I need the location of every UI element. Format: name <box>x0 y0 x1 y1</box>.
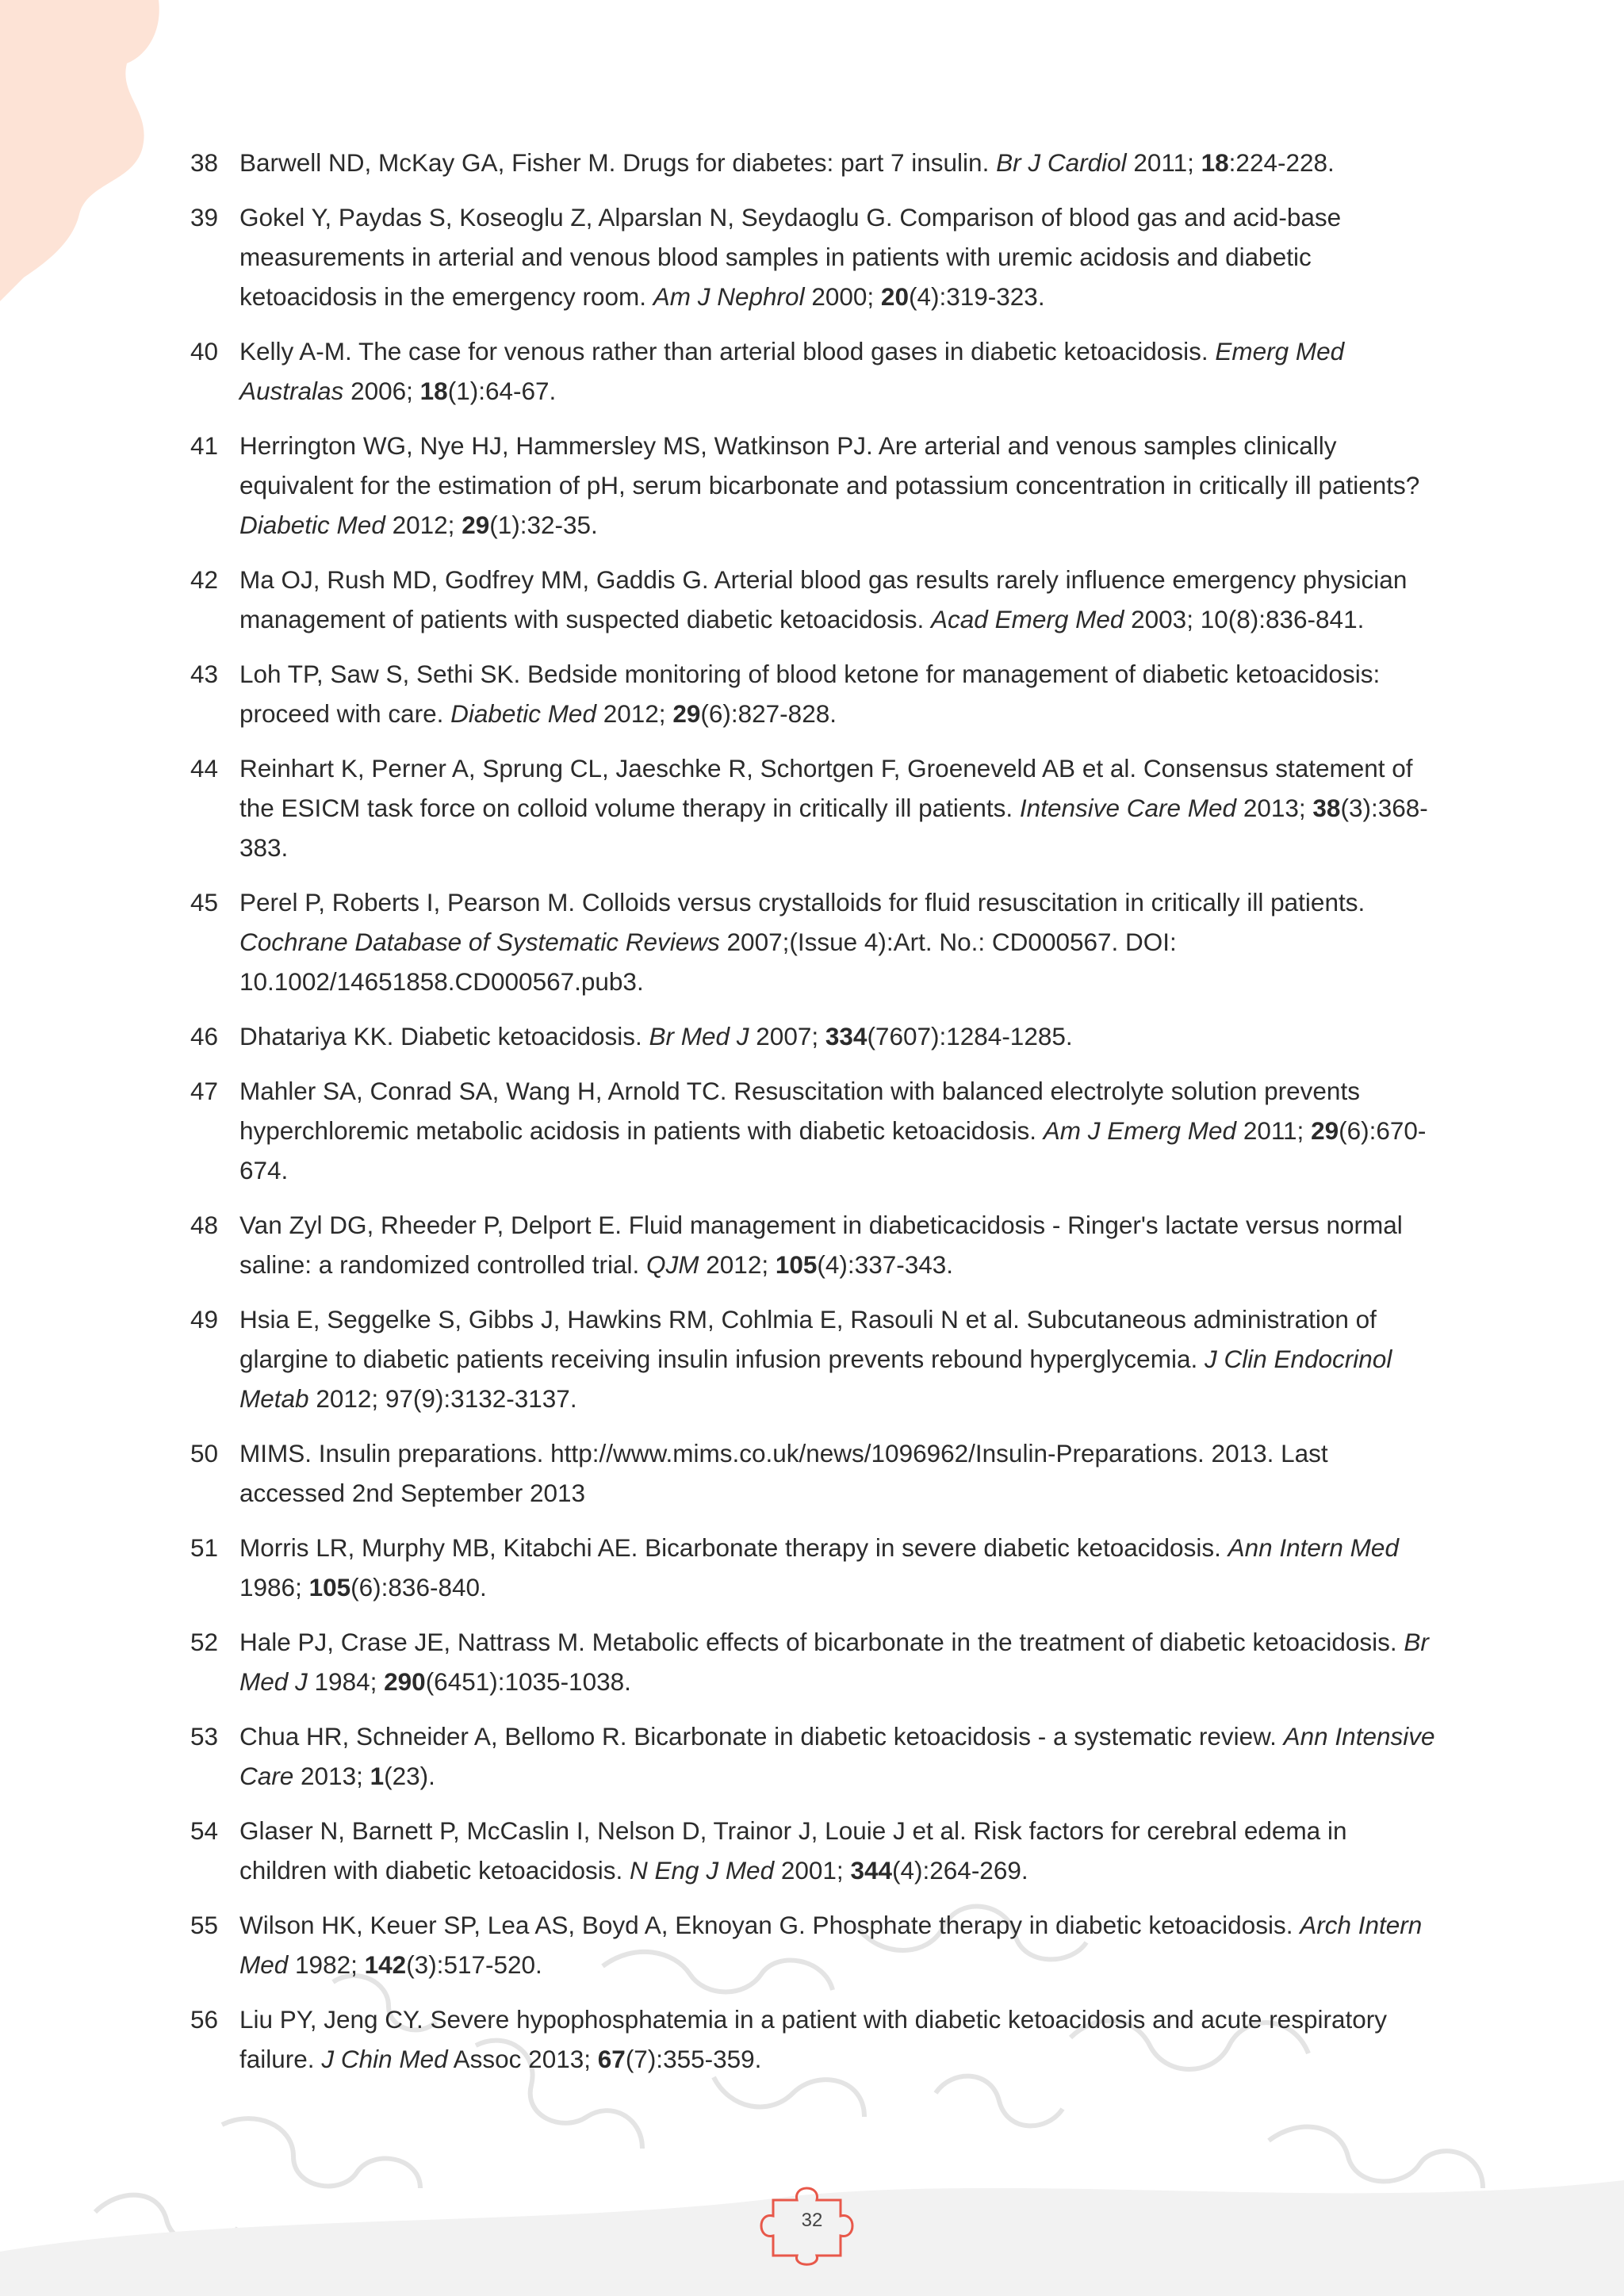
volume-number: 29 <box>462 511 490 539</box>
reference-text <box>239 426 1435 545</box>
volume-number: 29 <box>1311 1116 1339 1145</box>
reference-text <box>239 1071 1435 1190</box>
journal-name: Emerg Med Australas <box>239 337 1345 405</box>
citation-text: 2001; <box>774 1856 851 1885</box>
reference-item <box>190 1016 1435 1056</box>
reference-item <box>190 1622 1435 1701</box>
volume-number: 20 <box>880 282 909 311</box>
reference-number: 47 <box>190 1077 219 1105</box>
journal-name: Ann Intensive Care <box>239 1722 1435 1790</box>
citation-text: :224-228. <box>1228 148 1335 177</box>
journal-name: J Clin Endocrinol Metab <box>239 1345 1392 1413</box>
citation-text: 2013; <box>293 1762 370 1790</box>
citation-text: 2007; <box>749 1022 825 1050</box>
reference-item <box>190 1905 1435 1984</box>
reference-item <box>190 1071 1435 1190</box>
reference-item <box>190 654 1435 733</box>
reference-text <box>239 331 1435 411</box>
citation-text: 1986; <box>239 1573 309 1601</box>
citation-text: Liu PY, Jeng CY. Severe hypophosphatemia in a patient with diabetic ketoacidosis and acute respiratory failure. <box>239 2005 1387 2073</box>
citation-text: 2012; <box>596 699 673 728</box>
citation-text: (1):32-35. <box>489 511 598 539</box>
citation-text: (7):355-359. <box>625 2045 762 2073</box>
citation-text: Hsia E, Seggelke S, Gibbs J, Hawkins RM, Cohlmia E, Rasouli N et al. Subcutaneous administration of glargine to diabetic patients receiving insulin infusion prevents rebound hyperglycemia. <box>239 1305 1377 1373</box>
reference-number: 49 <box>190 1305 219 1334</box>
reference-text <box>239 1716 1435 1796</box>
citation-text: 2012; <box>385 511 462 539</box>
volume-number: 344 <box>850 1856 893 1885</box>
reference-number: 51 <box>190 1533 219 1562</box>
journal-name: N Eng J Med <box>630 1856 775 1885</box>
citation-text: (23). <box>384 1762 435 1790</box>
citation-text: 2012; 97(9):3132-3137. <box>308 1384 577 1413</box>
citation-text: Van Zyl DG, Rheeder P, Delport E. Fluid management in diabeticacidosis - Ringer's lactate versus normal saline: a randomized controlled trial. <box>239 1211 1403 1279</box>
volume-number: 67 <box>597 2045 626 2073</box>
citation-text: Herrington WG, Nye HJ, Hammersley MS, Watkinson PJ. Are arterial and venous samples clinically equivalent for the estimation of pH, serum bicarbonate and potassium concentration in critically ill patients? <box>239 431 1420 499</box>
citation-text: (6):670-674. <box>239 1116 1427 1184</box>
citation-text: Wilson HK, Keuer SP, Lea AS, Boyd A, Eknoyan G. Phosphate therapy in diabetic ketoacidosis. <box>239 1911 1300 1939</box>
citation-text: MIMS. Insulin preparations. http://www.mims.co.uk/news/1096962/Insulin-Preparations. 2013. Last accessed 2nd September 2013 <box>239 1439 1328 1507</box>
reference-item <box>190 1811 1435 1890</box>
reference-text <box>239 654 1435 733</box>
reference-text <box>239 197 1435 316</box>
volume-number: 334 <box>825 1022 868 1050</box>
citation-text: (1):64-67. <box>447 377 557 405</box>
volume-number: 18 <box>419 377 448 405</box>
citation-text: (4):337-343. <box>817 1250 954 1279</box>
journal-name: Arch Intern Med <box>239 1911 1423 1979</box>
journal-name: Br Med J <box>239 1628 1429 1696</box>
volume-number: 29 <box>672 699 701 728</box>
reference-number: 52 <box>190 1628 219 1656</box>
reference-number: 50 <box>190 1439 219 1468</box>
reference-number: 46 <box>190 1022 219 1050</box>
volume-number: 1 <box>370 1762 385 1790</box>
journal-name: Diabetic Med <box>239 511 385 539</box>
reference-item <box>190 1433 1435 1513</box>
reference-item <box>190 197 1435 316</box>
reference-text <box>239 1528 1435 1607</box>
citation-text: (6):827-828. <box>700 699 837 728</box>
citation-text: Gokel Y, Paydas S, Koseoglu Z, Alparslan N, Seydaoglu G. Comparison of blood gas and acid-base measurements in arterial and venous blood samples in patients with uremic acidosis and diabetic ketoacidosis in the emergency room. <box>239 203 1342 311</box>
citation-text: Reinhart K, Perner A, Sprung CL, Jaeschke R, Schortgen F, Groeneveld AB et al. Consensus statement of the ESICM task force on colloid volume therapy in critically ill patients. <box>239 754 1413 822</box>
journal-name: Intensive Care Med <box>1019 794 1237 822</box>
citation-text: Assoc 2013; <box>447 2045 598 2073</box>
reference-number: 39 <box>190 203 219 232</box>
journal-name: Acad Emerg Med <box>931 605 1124 633</box>
citation-text: 2007;(Issue 4):Art. No.: CD000567. DOI: 10.1002/14651858.CD000567.pub3. <box>239 928 1177 996</box>
reference-text <box>239 748 1435 867</box>
reference-item <box>190 1528 1435 1607</box>
reference-number: 38 <box>190 148 219 177</box>
journal-name: Br J Cardiol <box>996 148 1127 177</box>
citation-text: Kelly A-M. The case for venous rather than arterial blood gases in diabetic ketoacidosis. <box>239 337 1216 365</box>
reference-number: 41 <box>190 431 219 460</box>
journal-name: Cochrane Database of Systematic Reviews <box>239 928 720 956</box>
citation-text: Morris LR, Murphy MB, Kitabchi AE. Bicarbonate therapy in severe diabetic ketoacidosis. <box>239 1533 1228 1562</box>
reference-text <box>239 1433 1435 1513</box>
reference-item <box>190 1999 1435 2079</box>
reference-item <box>190 748 1435 867</box>
citation-text: (4):319-323. <box>908 282 1045 311</box>
citation-text: 2000; <box>804 282 881 311</box>
volume-number: 105 <box>775 1250 818 1279</box>
citation-text: (6):836-840. <box>350 1573 487 1601</box>
reference-text <box>239 560 1435 639</box>
citation-text: Hale PJ, Crase JE, Nattrass M. Metabolic effects of bicarbonate in the treatment of diabetic ketoacidosis. <box>239 1628 1404 1656</box>
reference-number: 40 <box>190 337 219 365</box>
reference-number: 54 <box>190 1816 219 1845</box>
volume-number: 290 <box>384 1667 426 1696</box>
reference-text <box>239 143 1435 182</box>
citation-text: 2013; <box>1236 794 1313 822</box>
citation-text: (7607):1284-1285. <box>867 1022 1073 1050</box>
citation-text: 1982; <box>288 1950 365 1979</box>
reference-text <box>239 1016 1435 1056</box>
reference-item <box>190 882 1435 1001</box>
reference-number: 56 <box>190 2005 219 2034</box>
volume-number: 105 <box>308 1573 351 1601</box>
journal-name: J Chin Med <box>321 2045 448 2073</box>
citation-text: 2006; <box>343 377 420 405</box>
citation-text: Glaser N, Barnett P, McCaslin I, Nelson D, Trainor J, Louie J et al. Risk factors for cerebral edema in children with diabetic ketoacidosis. <box>239 1816 1347 1885</box>
citation-text: 2011; <box>1236 1116 1312 1145</box>
citation-text: Barwell ND, McKay GA, Fisher M. Drugs for diabetes: part 7 insulin. <box>239 148 997 177</box>
reference-number: 42 <box>190 565 219 594</box>
journal-name: QJM <box>646 1250 699 1279</box>
reference-text <box>239 1999 1435 2079</box>
reference-item <box>190 143 1435 182</box>
journal-name: Am J Emerg Med <box>1043 1116 1237 1145</box>
citation-text: Chua HR, Schneider A, Bellomo R. Bicarbonate in diabetic ketoacidosis - a systematic review. <box>239 1722 1284 1751</box>
reference-text <box>239 1205 1435 1284</box>
volume-number: 18 <box>1201 148 1229 177</box>
reference-text <box>239 1622 1435 1701</box>
citation-text: 2011; <box>1126 148 1201 177</box>
reference-list <box>190 143 1435 2094</box>
journal-name: Ann Intern Med <box>1228 1533 1399 1562</box>
reference-item <box>190 560 1435 639</box>
citation-text: Loh TP, Saw S, Sethi SK. Bedside monitoring of blood ketone for management of diabetic ketoacidosis: proceed with care. <box>239 660 1381 728</box>
reference-number: 55 <box>190 1911 219 1939</box>
reference-item <box>190 1299 1435 1418</box>
journal-name: Br Med J <box>649 1022 749 1050</box>
citation-text: Perel P, Roberts I, Pearson M. Colloids versus crystalloids for fluid resuscitation in critically ill patients. <box>239 888 1365 916</box>
reference-text <box>239 1905 1435 1984</box>
reference-number: 43 <box>190 660 219 688</box>
reference-item <box>190 331 1435 411</box>
reference-item <box>190 1716 1435 1796</box>
citation-text: Ma OJ, Rush MD, Godfrey MM, Gaddis G. Arterial blood gas results rarely influence emergency physician management of patients with suspected diabetic ketoacidosis. <box>239 565 1408 633</box>
citation-text: (4):264-269. <box>892 1856 1028 1885</box>
citation-text: (6451):1035-1038. <box>425 1667 631 1696</box>
reference-number: 53 <box>190 1722 219 1751</box>
reference-number: 48 <box>190 1211 219 1239</box>
volume-number: 38 <box>1312 794 1341 822</box>
page-number: 32 <box>801 2210 823 2231</box>
citation-text: (3):517-520. <box>406 1950 542 1979</box>
reference-item <box>190 1205 1435 1284</box>
reference-item <box>190 426 1435 545</box>
citation-text: (3):368-383. <box>239 794 1428 862</box>
journal-name: Diabetic Med <box>450 699 596 728</box>
reference-text <box>239 1811 1435 1890</box>
citation-text: 1984; <box>307 1667 385 1696</box>
reference-number: 44 <box>190 754 219 783</box>
citation-text: 2012; <box>699 1250 776 1279</box>
journal-name: Am J Nephrol <box>653 282 805 311</box>
puzzle-piece-icon <box>0 0 206 317</box>
citation-text: 2003; 10(8):836-841. <box>1124 605 1365 633</box>
volume-number: 142 <box>364 1950 407 1979</box>
reference-text <box>239 1299 1435 1418</box>
reference-text <box>239 882 1435 1001</box>
citation-text: Mahler SA, Conrad SA, Wang H, Arnold TC. Resuscitation with balanced electrolyte solution prevents hyperchloremic metabolic acidosis in patients with diabetic ketoacidosis. <box>239 1077 1360 1145</box>
citation-text: Dhatariya KK. Diabetic ketoacidosis. <box>239 1022 649 1050</box>
reference-number: 45 <box>190 888 219 916</box>
